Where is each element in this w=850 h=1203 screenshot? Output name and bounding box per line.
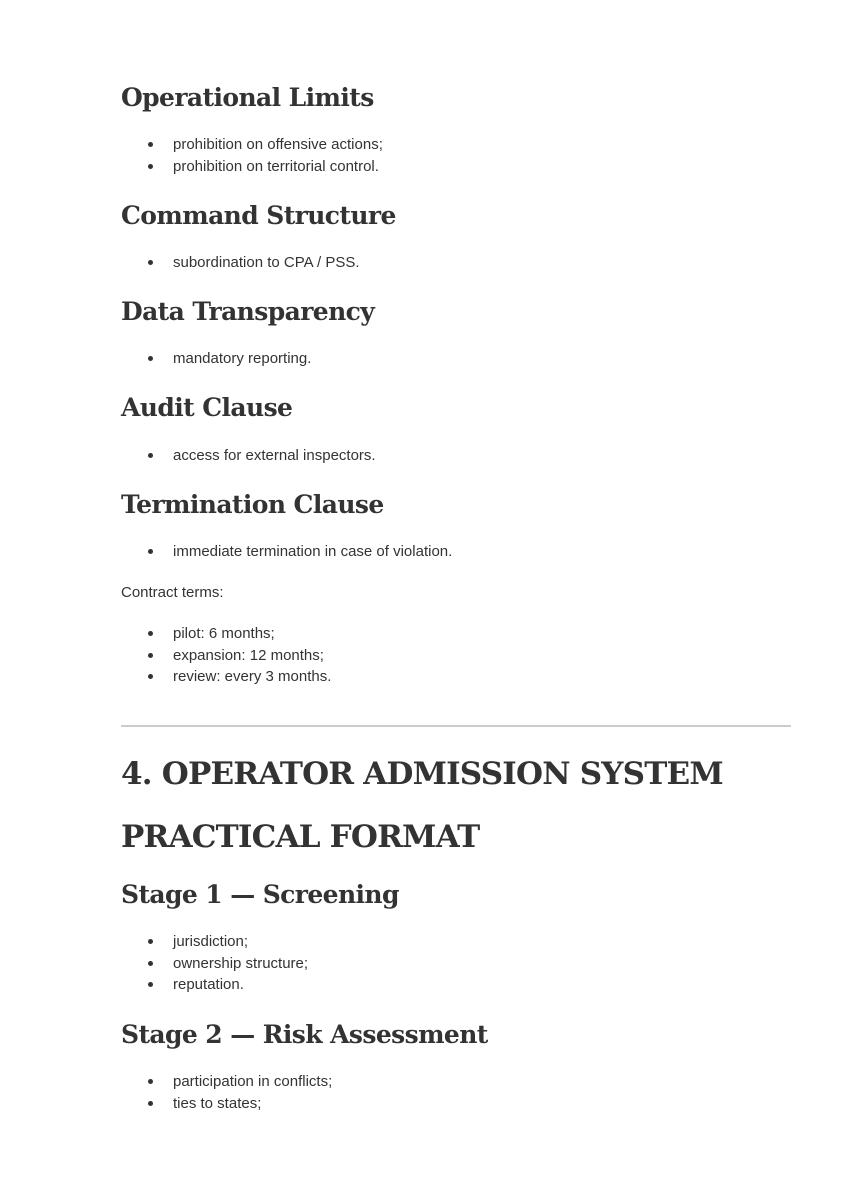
list-item-text: pilot: 6 months; — [173, 625, 275, 642]
heading-command-structure: Command Structure — [121, 201, 396, 230]
heading-stage-1: Stage 1 — Screening — [121, 880, 399, 909]
list-item-text: mandatory reporting. — [173, 350, 312, 367]
bullet-icon — [148, 1079, 153, 1084]
list-item-text: immediate termination in case of violation. — [173, 543, 453, 560]
list-command-structure — [121, 252, 360, 274]
list-stage-2 — [121, 1071, 332, 1114]
list-item — [121, 623, 331, 645]
list-item — [121, 1071, 332, 1093]
section-4-title: 4. OPERATOR ADMISSION SYSTEM — [121, 756, 723, 792]
list-item-text: reputation. — [173, 976, 244, 993]
list-item-text: jurisdiction; — [173, 933, 249, 950]
bullet-icon — [148, 260, 153, 265]
bullet-icon — [148, 961, 153, 966]
list-item-text: subordination to CPA / PSS. — [173, 254, 360, 271]
bullet-icon — [148, 653, 153, 658]
heading-stage-2: Stage 2 — Risk Assessment — [121, 1020, 488, 1049]
bullet-icon — [148, 549, 153, 554]
list-item-text: access for external inspectors. — [173, 447, 376, 464]
section-4-subtitle: PRACTICAL FORMAT — [121, 819, 480, 855]
heading-operational-limits: Operational Limits — [121, 83, 374, 112]
list-data-transparency — [121, 348, 311, 370]
contract-terms-label: Contract terms: — [121, 584, 224, 601]
list-item — [121, 931, 308, 953]
bullet-icon — [148, 356, 153, 361]
bullet-icon — [148, 982, 153, 987]
list-item — [121, 252, 360, 274]
list-item-text: expansion: 12 months; — [173, 646, 324, 664]
bullet-icon — [148, 631, 153, 636]
list-item — [121, 156, 383, 178]
list-item — [121, 974, 308, 996]
bullet-icon — [148, 164, 153, 169]
section-divider — [121, 725, 791, 727]
list-item-text: ties to states; — [173, 1094, 262, 1112]
bullet-icon — [148, 1101, 153, 1106]
heading-audit-clause: Audit Clause — [121, 393, 293, 422]
list-operational-limits — [121, 134, 383, 177]
list-item — [121, 666, 331, 688]
list-item-text: participation in conflicts; — [173, 1073, 333, 1090]
bullet-icon — [148, 142, 153, 147]
heading-data-transparency: Data Transparency — [121, 297, 375, 326]
bullet-icon — [148, 674, 153, 679]
list-contract-terms — [121, 623, 331, 688]
list-item — [121, 1093, 332, 1115]
list-item — [121, 541, 452, 563]
list-item — [121, 134, 383, 156]
list-item — [121, 348, 311, 370]
list-audit-clause — [121, 445, 376, 467]
list-termination-clause — [121, 541, 452, 563]
list-stage-1 — [121, 931, 308, 996]
list-item — [121, 953, 308, 975]
bullet-icon — [148, 453, 153, 458]
list-item-text: prohibition on offensive actions; — [173, 136, 383, 153]
list-item — [121, 645, 331, 667]
list-item-text: prohibition on territorial control. — [173, 157, 379, 175]
bullet-icon — [148, 939, 153, 944]
heading-termination-clause: Termination Clause — [121, 490, 384, 519]
list-item-text: ownership structure; — [173, 954, 309, 972]
list-item-text: review: every 3 months. — [173, 668, 332, 685]
list-item — [121, 445, 376, 467]
